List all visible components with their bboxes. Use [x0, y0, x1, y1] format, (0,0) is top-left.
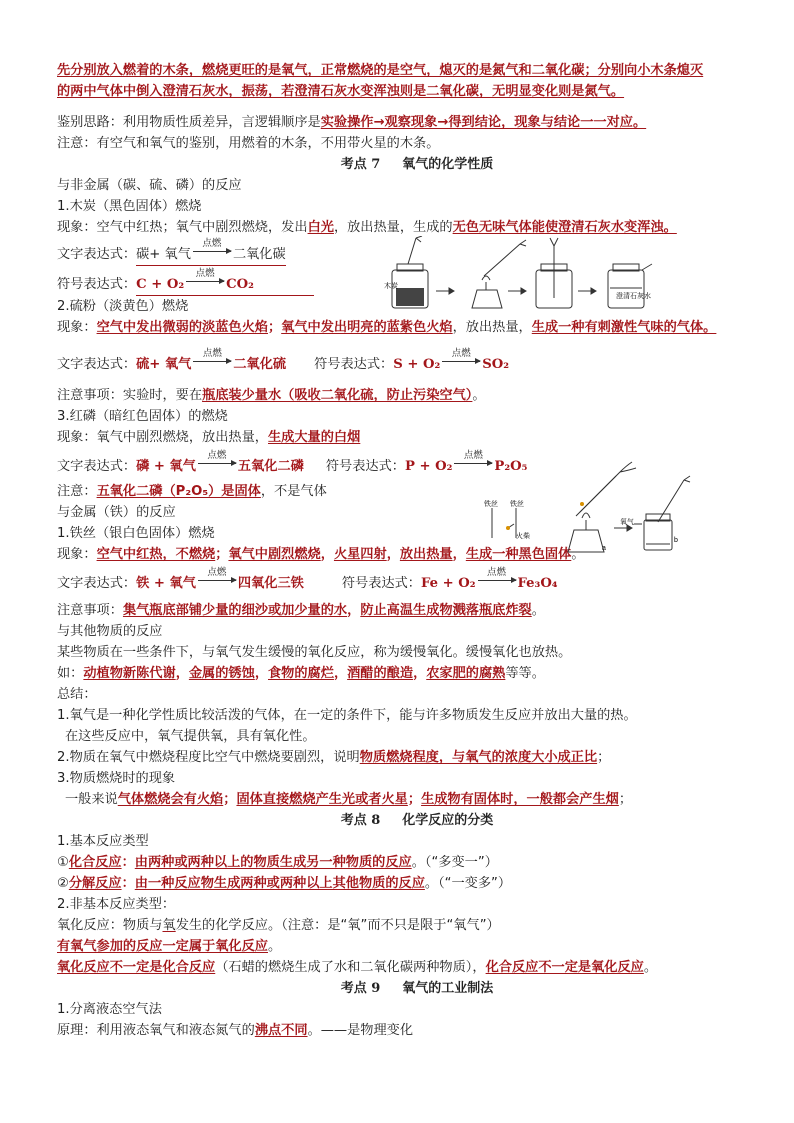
text-line: 1.氧气是一种化学性质比较活泼的气体，在一定的条件下，能与许多物质发生反应并放出大量的热。	[57, 708, 637, 723]
text-line: 的两中气体中倒入澄清石灰水，振荡，若澄清石灰水变浑浊则是二氧化碳，无明显变化则是氮气。	[57, 84, 625, 99]
text-line: 与其他物质的反应	[57, 624, 163, 639]
text-line: 注意事项：实验时，要在瓶底装少量水（吸收二氧化硫，防止污染空气）。	[57, 388, 486, 403]
figure-label-oxygen: 氧气	[620, 519, 634, 526]
text-line: 3.物质燃烧时的现象	[57, 771, 176, 786]
figure-label-a: a	[602, 545, 606, 552]
text-line: 3.红磷（暗红色固体）的燃烧	[57, 409, 228, 424]
text-line: 1.分离液态空气法	[57, 1002, 162, 1017]
text-line: 先分别放入燃着的木条，燃烧更旺的是氧气，正常燃烧的是空气，熄灭的是氮气和二氧化碳；分别向小木条熄灭	[57, 63, 704, 78]
text-line: ①化合反应：由两种或两种以上的物质生成另一种物质的反应。（“多变一”）	[57, 855, 498, 870]
figure-label-match: 火柴	[516, 533, 530, 540]
text-line: 现象：空气中红热；氧气中剧烈燃烧，发出白光，放出热量，生成的无色无味气体能使澄清石灰水变浑浊。	[57, 220, 677, 235]
figure-label-b: b	[674, 537, 678, 544]
text-line: 鉴别思路：利用物质性质差异，言逻辑顺序是实验操作→观察现象→得到结论，现象与结论一一对应。	[57, 115, 647, 130]
charcoal-experiment-figure	[380, 236, 680, 312]
text-line: 注意：五氧化二磷（P₂O₅）是固体，不是气体	[57, 484, 327, 499]
text-line: 氧化反应不一定是化合反应（石蜡的燃烧生成了水和二氧化碳两种物质），化合反应不一定是氧化反应。	[57, 960, 658, 975]
text-line: 与金属（铁）的反应	[57, 505, 176, 520]
text-line: 现象：氧气中剧烈燃烧，放出热量，生成大量的白烟	[57, 430, 361, 445]
text-line: 1.铁丝（银白色固体）燃烧	[57, 526, 215, 541]
section-heading: 考点 8 化学反应的分类	[340, 813, 494, 828]
text-line: ②分解反应：由一种反应物生成两种或两种以上其他物质的反应。（“一变多”）	[57, 876, 512, 891]
text-line: 现象：空气中红热，不燃烧；氧气中剧烈燃烧，火星四射，放出热量，生成一种黑色固体。	[57, 547, 585, 562]
section-heading: 考点 9 氧气的工业制法	[340, 981, 494, 996]
word-equation: 文字表达式：磷 + 氧气 点燃 五氧化二磷 符号表达式：P + O₂ 点燃 P₂O₅	[57, 450, 528, 474]
text-line: 1.木炭（黑色固体）燃烧	[57, 199, 202, 214]
text-line: 1.基本反应类型	[57, 834, 149, 849]
iron-wire-experiment-figure	[470, 460, 710, 560]
text-line: 2.物质在氧气中燃烧程度比空气中燃烧要剧烈，说明物质燃烧程度，与氧气的浓度大小成正比；	[57, 750, 611, 765]
text-line: 有氧气参加的反应一定属于氧化反应。	[57, 939, 282, 954]
figure-label-iron-wire-2: 铁丝	[510, 501, 524, 508]
word-equation: 文字表达式：碳+ 氧气 点燃 二氧化碳	[57, 242, 747, 266]
figure-label-iron-wire-1: 铁丝	[484, 501, 498, 508]
word-equation: 文字表达式：硫+ 氧气 点燃 二氧化硫 符号表达式：S + O₂ 点燃 SO₂	[57, 348, 510, 372]
text-line: 一般来说气体燃烧会有火焰；固体直接燃烧产生光或者火星；生成物有固体时，一般都会产生烟；	[65, 792, 633, 807]
section-heading: 考点 7 氧气的化学性质	[340, 157, 494, 172]
figure-label-wood: 木炭	[384, 283, 398, 290]
text-line: 氧化反应：物质与氧发生的化学反应。（注意：是“氧”而不只是限于“氧气”）	[57, 918, 500, 933]
word-equation: 文字表达式：铁 + 氧气 点燃 四氧化三铁 符号表达式：Fe + O₂ 点燃 Fe₃O₄	[57, 567, 558, 591]
text-line: 与非金属（碳、硫、磷）的反应	[57, 178, 242, 193]
text-line: 在这些反应中，氧气提供氧，具有氧化性。	[65, 729, 316, 744]
text-line: 原理：利用液态氧气和液态氮气的沸点不同。——是物理变化	[57, 1023, 414, 1038]
figure-label-lime-water: 澄清石灰水	[616, 293, 651, 300]
text-line: 注意事项：集气瓶底部铺少量的细沙或加少量的水，防止高温生成物溅落瓶底炸裂。	[57, 603, 545, 618]
text-line: 注意：有空气和氧气的鉴别，用燃着的木条，不用带火星的木条。	[57, 136, 440, 151]
symbol-equation: 符号表达式：C + O₂ 点燃 CO₂	[57, 272, 747, 296]
text-line: 现象：空气中发出微弱的淡蓝色火焰；氧气中发出明亮的蓝紫色火焰，放出热量，生成一种有刺激性气味的气体。	[57, 320, 717, 335]
text-line: 某些物质在一些条件下，与氧气发生缓慢的氧化反应，称为缓慢氧化。缓慢氧化也放热。	[57, 645, 572, 660]
text-line: 如：动植物新陈代谢，金属的锈蚀，食物的腐烂，酒醋的酿造，农家肥的腐熟等等。	[57, 666, 545, 681]
text-line: 总结：	[57, 687, 97, 702]
text-line: 2.硫粉（淡黄色）燃烧	[57, 299, 189, 314]
text-line: 2.非基本反应类型：	[57, 897, 176, 912]
